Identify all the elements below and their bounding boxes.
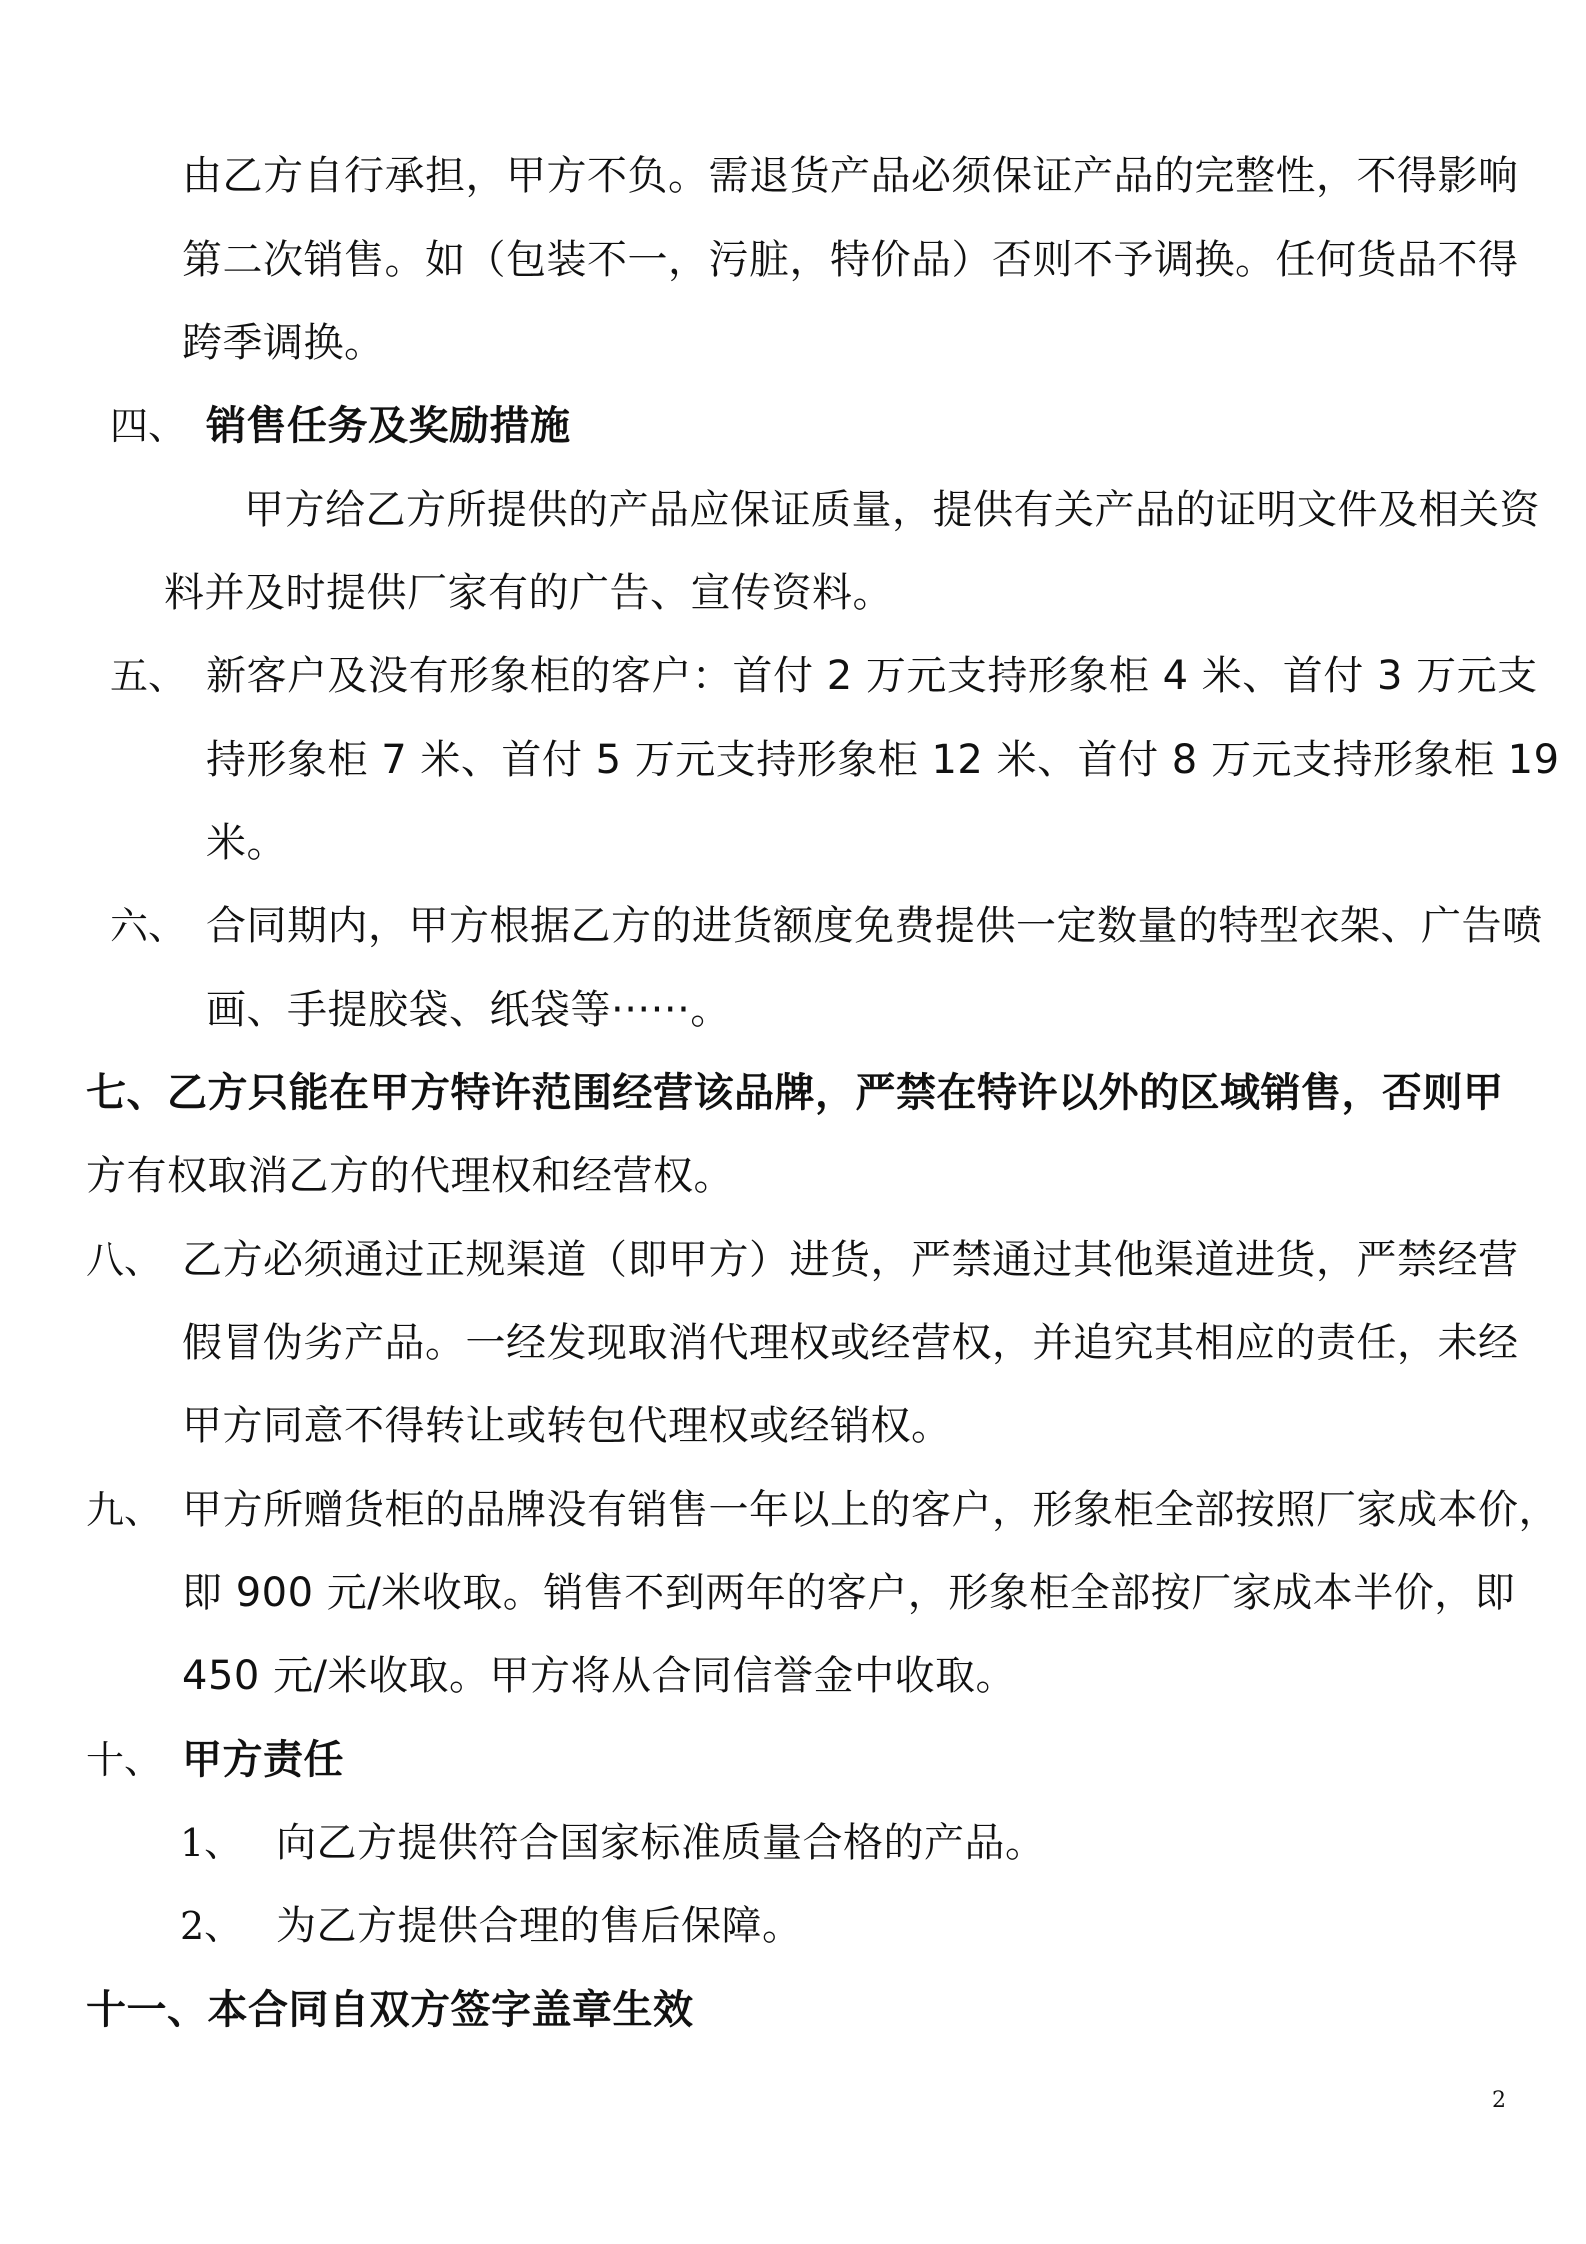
- body-line: 第二次销售。如（包装不一，污脏，特价品）否则不予调换。任何货品不得: [182, 237, 1519, 283]
- section-heading: 甲方责任: [182, 1737, 344, 1783]
- body-line: 假冒伪劣产品。一经发现取消代理权或经营权，并追究其相应的责任，未经: [182, 1320, 1519, 1366]
- section-number: 九、: [86, 1488, 163, 1532]
- section-number: 五、: [110, 654, 187, 698]
- page-number: 2: [1492, 2088, 1506, 2113]
- body-line: 即 900 元/米收取。销售不到两年的客户，形象柜全部按厂家成本半价，即: [182, 1570, 1516, 1616]
- body-line: 新客户及没有形象柜的客户：首付 2 万元支持形象柜 4 米、首付 3 万元支: [206, 653, 1538, 699]
- section-number: 六、: [110, 904, 187, 948]
- body-line: 乙方必须通过正规渠道（即甲方）进货，严禁通过其他渠道进货，严禁经营: [182, 1237, 1519, 1283]
- body-line: 由乙方自行承担，甲方不负。需退货产品必须保证产品的完整性，不得影响: [182, 153, 1519, 199]
- body-line: 甲方所赠货柜的品牌没有销售一年以上的客户，形象柜全部按照厂家成本价，: [182, 1487, 1559, 1533]
- body-line: 方有权取消乙方的代理权和经营权。: [86, 1153, 734, 1199]
- item-number: 1、: [180, 1821, 243, 1865]
- body-line: 向乙方提供符合国家标准质量合格的产品。: [276, 1820, 1046, 1866]
- item-number: 2、: [180, 1904, 243, 1948]
- body-line: 合同期内，甲方根据乙方的进货额度免费提供一定数量的特型衣架、广告喷: [206, 903, 1543, 949]
- section-number: 四、: [110, 404, 187, 448]
- body-line: 甲方同意不得转让或转包代理权或经销权。: [182, 1403, 952, 1449]
- body-line: 米。: [206, 820, 287, 866]
- body-line: 跨季调换。: [182, 320, 385, 366]
- body-line: 甲方给乙方所提供的产品应保证质量，提供有关产品的证明文件及相关资: [244, 487, 1540, 533]
- section-number: 十、: [86, 1738, 163, 1782]
- section-heading: 七、乙方只能在甲方特许范围经营该品牌，严禁在特许以外的区域销售，否则甲: [86, 1070, 1504, 1116]
- body-line: 持形象柜 7 米、首付 5 万元支持形象柜 12 米、首付 8 万元支持形象柜 19: [206, 737, 1560, 783]
- body-line: 料并及时提供厂家有的广告、宣传资料。: [164, 570, 893, 616]
- section-heading: 十一、本合同自双方签字盖章生效: [86, 1987, 694, 2033]
- body-line: 450 元/米收取。甲方将从合同信誉金中收取。: [182, 1653, 1017, 1699]
- body-line: 为乙方提供合理的售后保障。: [276, 1903, 803, 1949]
- section-number: 八、: [86, 1238, 163, 1282]
- section-heading: 销售任务及奖励措施: [206, 403, 571, 449]
- body-line: 画、手提胶袋、纸袋等······。: [206, 987, 731, 1033]
